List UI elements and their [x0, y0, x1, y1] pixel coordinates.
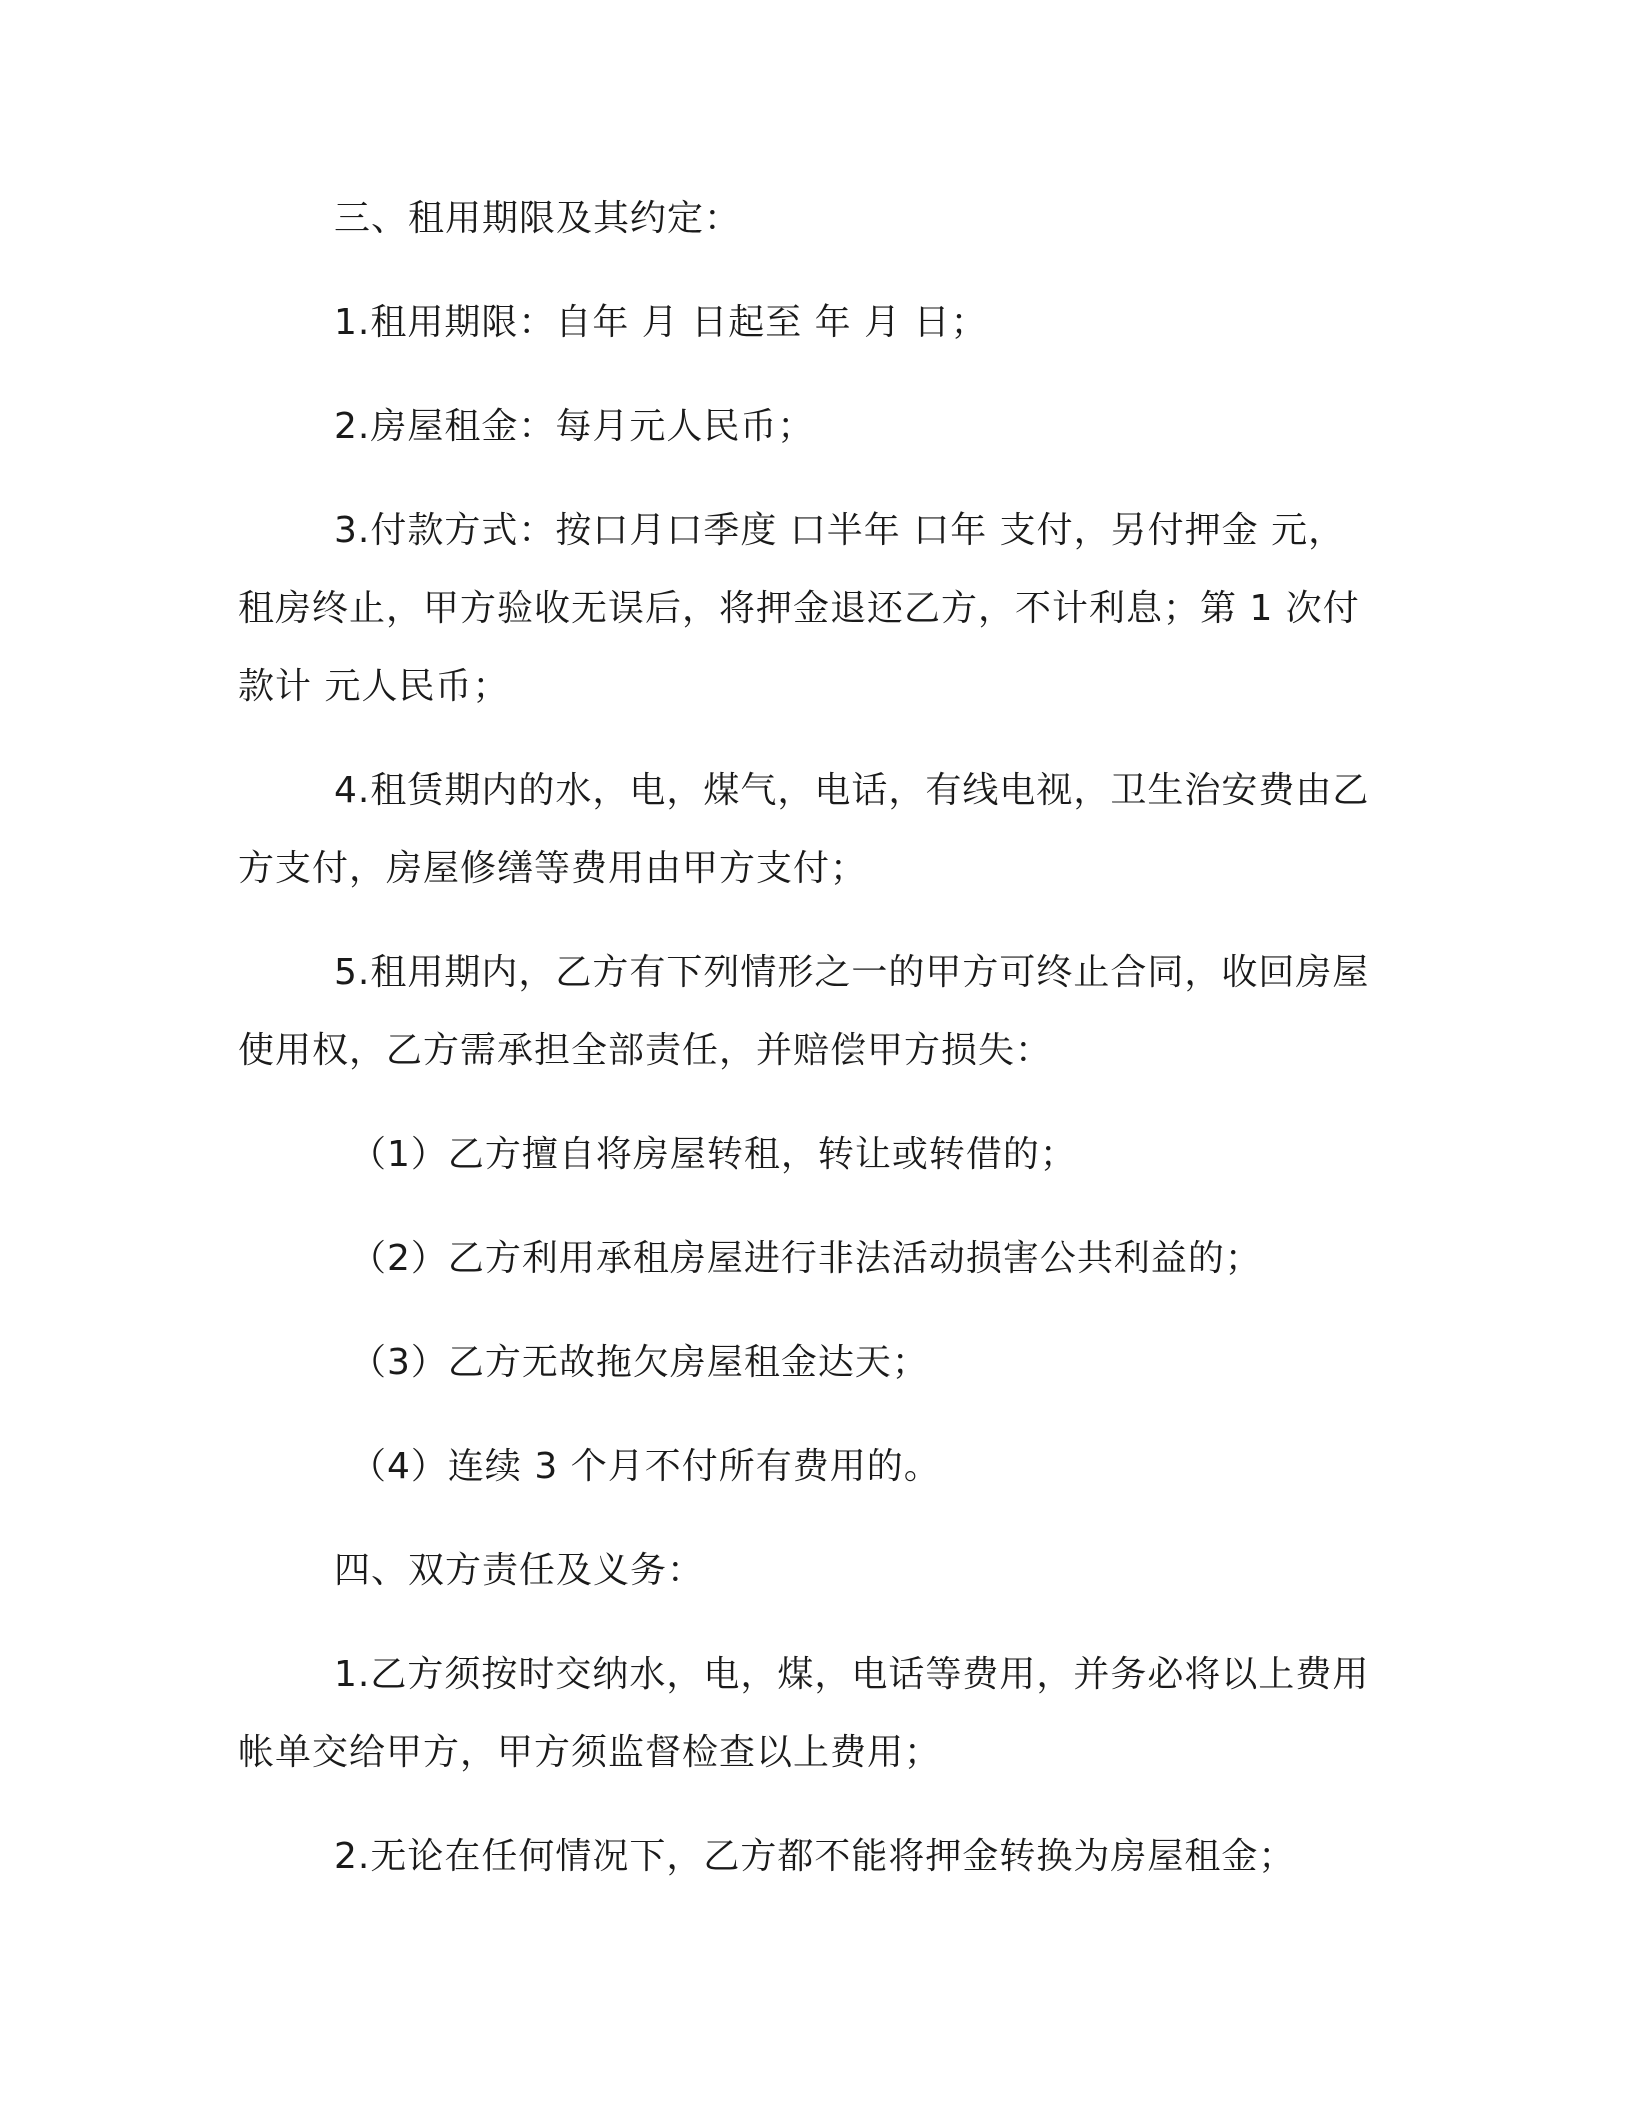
subclause-unpaid-fees: （4）连续 3 个月不付所有费用的。	[350, 1446, 941, 1487]
subclause-rent-arrears: （3）乙方无故拖欠房屋租金达天；	[350, 1342, 929, 1383]
clause-lease-term: 1.租用期限：自年 月 日起至 年 月 日；	[334, 302, 988, 343]
subclause-illegal-use: （2）乙方利用承租房屋进行非法活动损害公共利益的；	[350, 1238, 1262, 1279]
clause-deposit: 2.无论在任何情况下，乙方都不能将押金转换为房屋租金；	[334, 1836, 1296, 1877]
clause-utilities: 4.租赁期内的水，电，煤气，电话，有线电视，卫生治安费由乙方支付，房屋修缮等费用由甲方支付；	[238, 770, 1370, 889]
section-heading-term: 三、租用期限及其约定：	[334, 198, 742, 239]
clause-payment-method: 3.付款方式：按口月口季度 口半年 口年 支付，另付押金 元，租房终止，甲方验收无误后，将押金退还乙方，不计利息；第 1 次付款计 元人民币；	[238, 510, 1360, 707]
clause-rent: 2.房屋租金：每月元人民币；	[334, 406, 815, 447]
clause-termination: 5.租用期内，乙方有下列情形之一的甲方可终止合同，收回房屋使用权，乙方需承担全部责任，并赔偿甲方损失：	[238, 952, 1370, 1071]
section-heading-responsibilities: 四、双方责任及义务：	[334, 1550, 705, 1591]
document-body	[238, 180, 1378, 1896]
subclause-sublet: （1）乙方擅自将房屋转租，转让或转借的；	[350, 1134, 1077, 1175]
clause-fee-payment: 1.乙方须按时交纳水，电，煤，电话等费用，并务必将以上费用帐单交给甲方，甲方须监督检查以上费用；	[238, 1654, 1370, 1773]
